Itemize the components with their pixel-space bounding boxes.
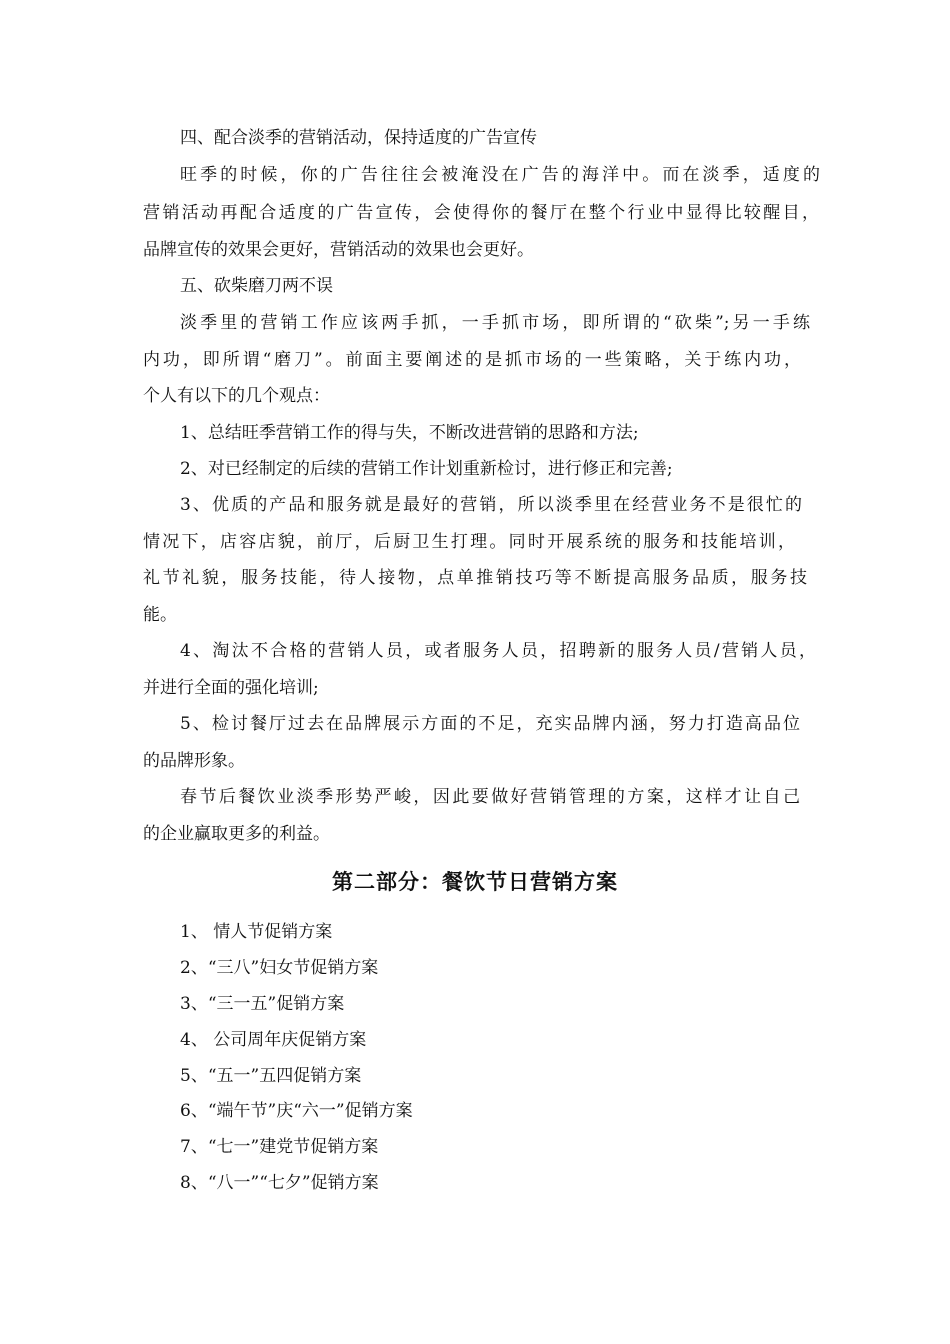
point-1: 1、总结旺季营销工作的得与失，不断改进营销的思路和方法; <box>180 423 639 443</box>
point-5-line1: 5、检讨餐厅过去在品牌展示方面的不足，充实品牌内涵，努力打造高品位 <box>180 714 800 734</box>
list-item: 6、“端午节”庆“六一”促销方案 <box>180 1101 413 1121</box>
section4-heading: 四、配合淡季的营销活动，保持适度的广告宣传 <box>180 128 537 148</box>
list-item: 1、 情人节促销方案 <box>180 922 333 942</box>
conclusion-line1: 春节后餐饮业淡季形势严峻，因此要做好营销管理的方案，这样才让自己 <box>180 787 800 807</box>
list-item: 2、“三八”妇女节促销方案 <box>180 958 379 978</box>
section4-para-line2: 营销活动再配合适度的广告宣传，会使得你的餐厅在整个行业中显得比较醒目， <box>143 203 819 223</box>
list-item: 3、“三一五”促销方案 <box>180 994 345 1014</box>
list-item: 4、 公司周年庆促销方案 <box>180 1030 367 1050</box>
point-3-line3: 礼节礼貌，服务技能，待人接物，点单推销技巧等不断提高服务品质，服务技 <box>143 568 807 588</box>
section5-para-line1: 淡季里的营销工作应该两手抓，一手抓市场，即所谓的“砍柴”;另一手练 <box>180 313 810 333</box>
point-4-line2: 并进行全面的强化培训; <box>143 678 319 698</box>
section5-heading: 五、砍柴磨刀两不误 <box>180 276 333 296</box>
section5-para-line2: 内功，即所谓“磨刀”。前面主要阐述的是抓市场的一些策略，关于练内功， <box>143 350 801 370</box>
list-item: 7、“七一”建党节促销方案 <box>180 1137 379 1157</box>
section4-para-line1: 旺季的时候，你的广告往往会被淹没在广告的海洋中。而在淡季，适度的 <box>180 165 820 185</box>
list-item: 8、“八一”“七夕”促销方案 <box>180 1173 379 1193</box>
point-2: 2、对已经制定的后续的营销工作计划重新检讨，进行修正和完善; <box>180 459 673 479</box>
section5-para-line3: 个人有以下的几个观点： <box>143 386 330 406</box>
point-5-line2: 的品牌形象。 <box>143 751 245 771</box>
conclusion-line2: 的企业赢取更多的利益。 <box>143 824 330 844</box>
list-item: 5、“五一”五四促销方案 <box>180 1066 362 1086</box>
point-3-line1: 3、优质的产品和服务就是最好的营销，所以淡季里在经营业务不是很忙的 <box>180 495 802 515</box>
part2-title: 第二部分：餐饮节日营销方案 <box>332 869 618 894</box>
section4-para-line3: 品牌宣传的效果会更好，营销活动的效果也会更好。 <box>143 240 534 260</box>
point-3-line4: 能。 <box>143 605 177 625</box>
point-3-line2: 情况下，店容店貌，前厅，后厨卫生打理。同时开展系统的服务和技能培训， <box>143 532 795 552</box>
point-4-line1: 4、淘汰不合格的营销人员，或者服务人员，招聘新的服务人员/营销人员， <box>180 641 816 661</box>
